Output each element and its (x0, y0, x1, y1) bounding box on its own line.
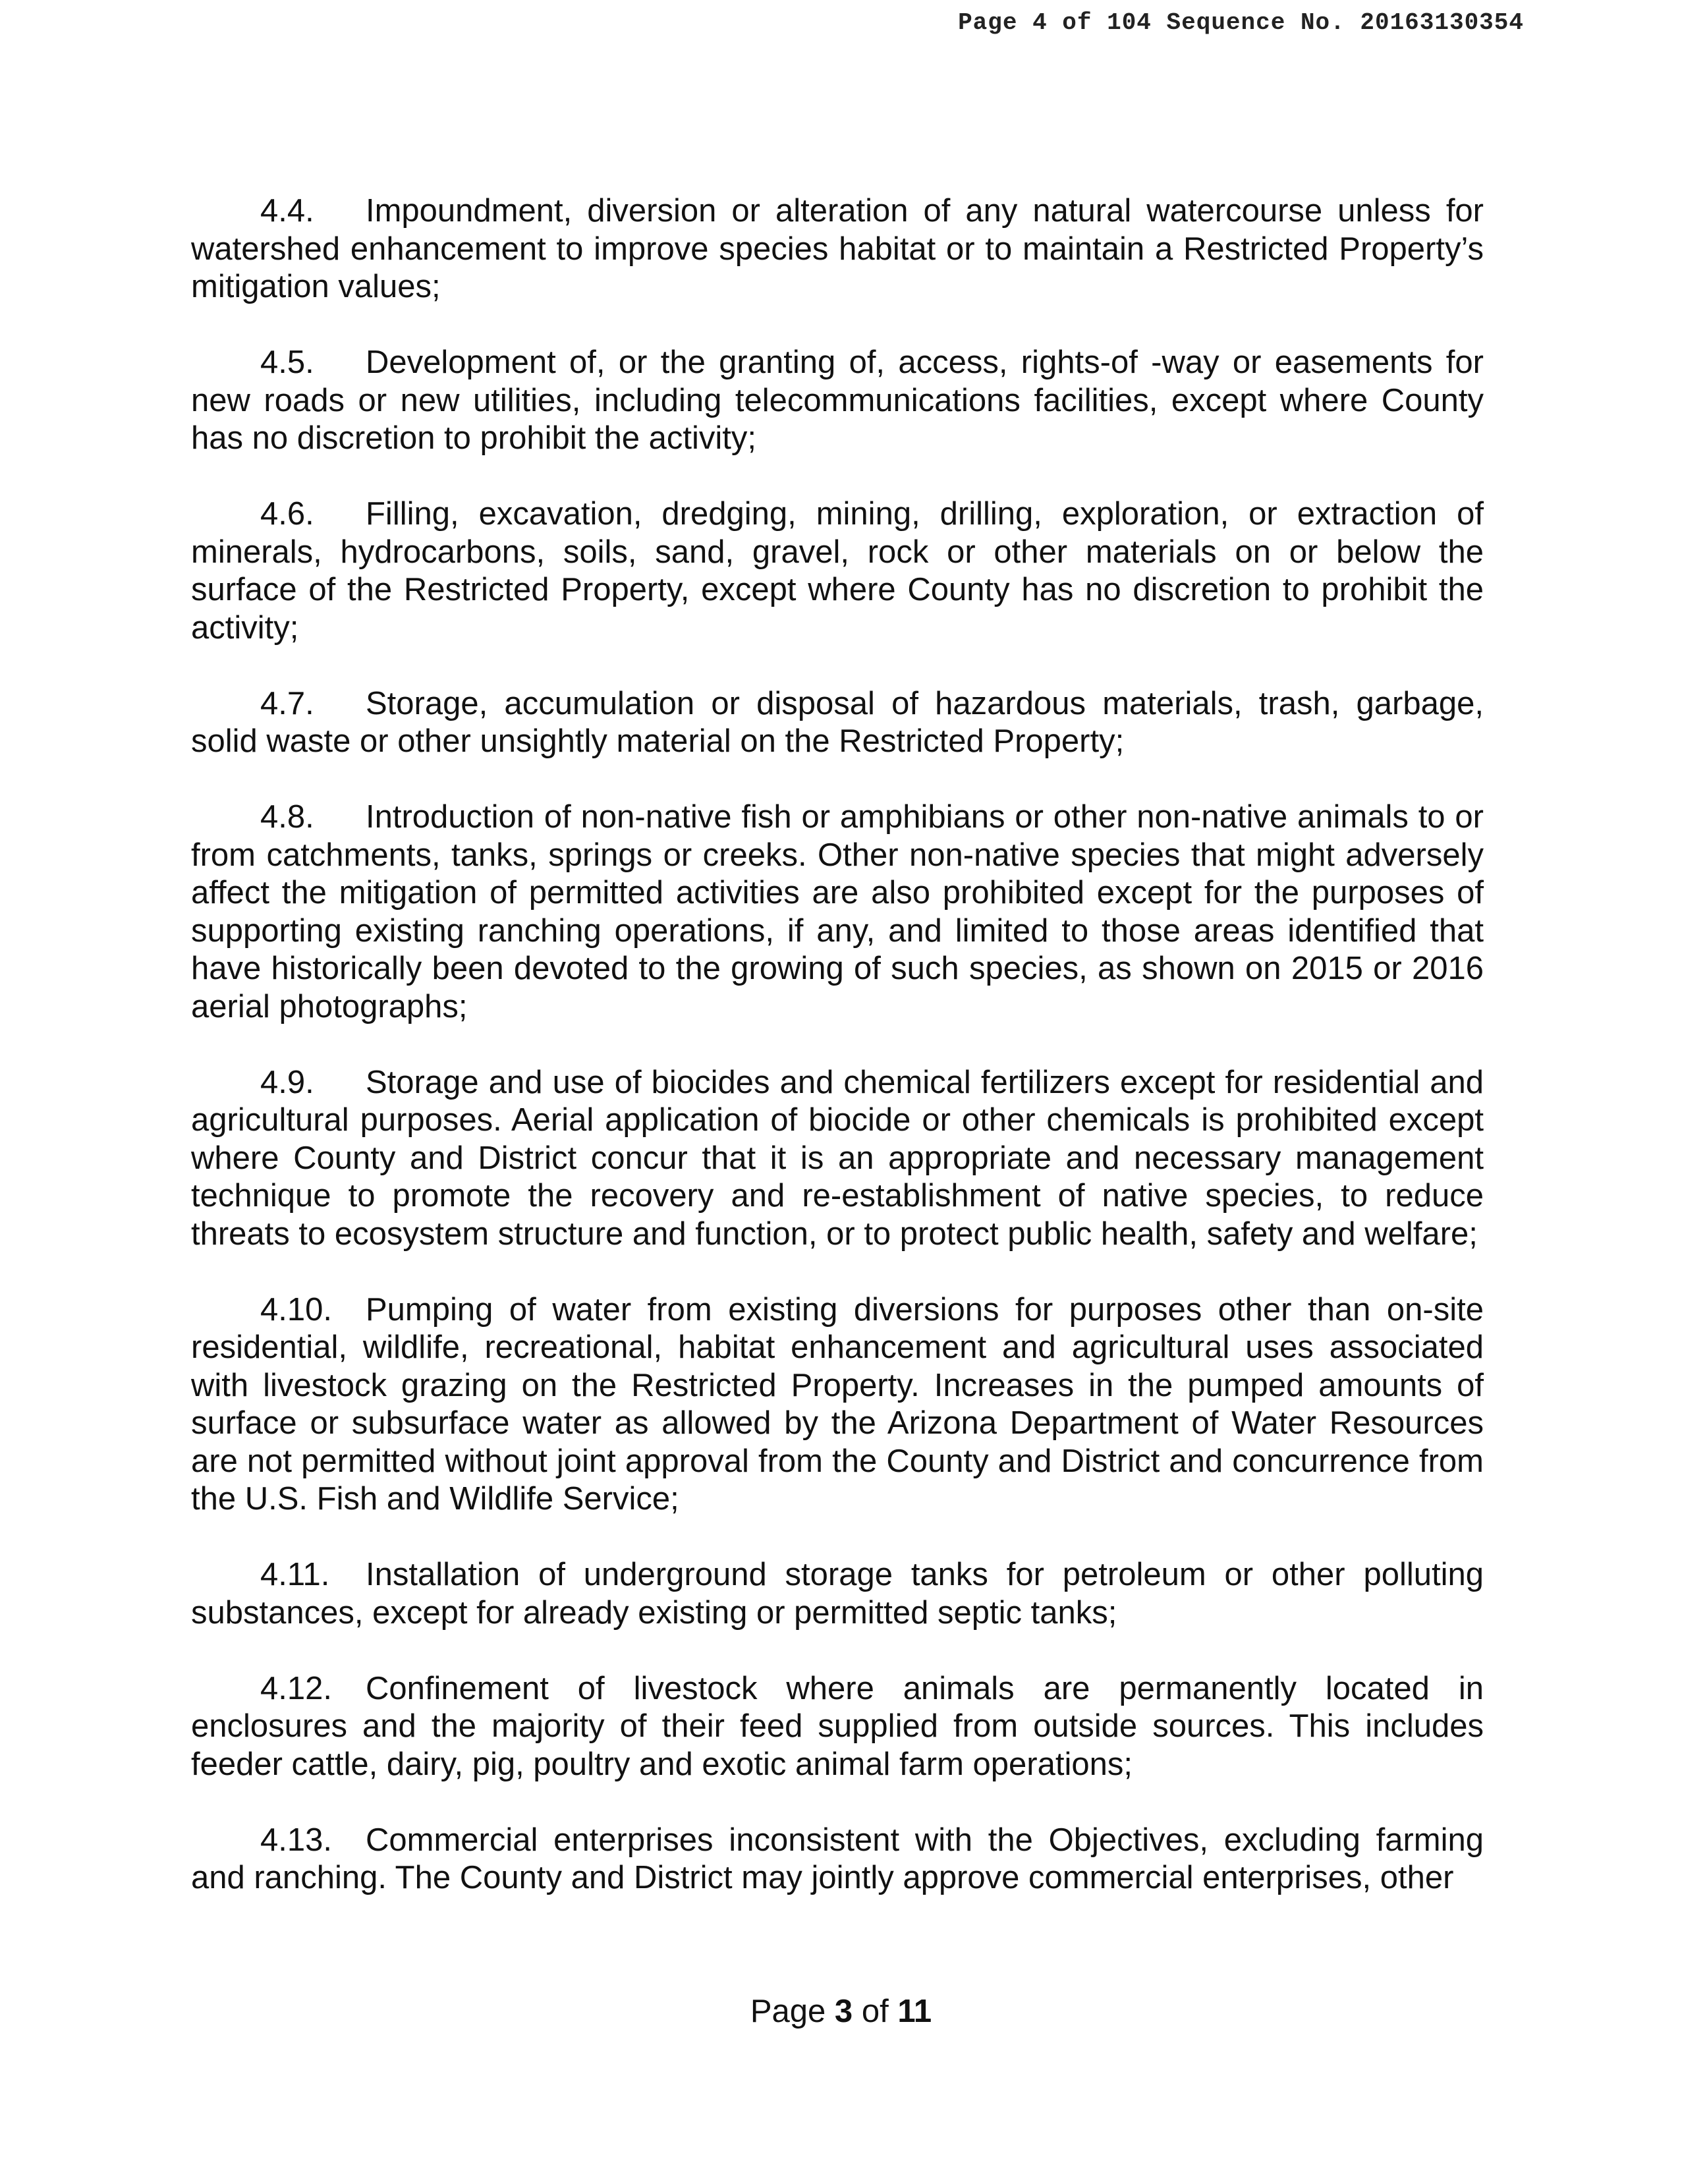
footer-prefix: Page (750, 1994, 826, 2029)
page-footer (0, 1993, 1682, 2030)
paragraph-text: Introduction of non-native fish or amphibians or other non-native animals to or from catchments, tanks, springs or creeks. Other non-native species that might adversely affect the mitigation of permitted activities are also prohibited except for the purposes of supporting existing ranching operations, if any, and limited to those areas identified that have historically been devoted to the growing of such species, as shown on 2015 or 2016 aerial photographs; (191, 799, 1484, 1024)
sequence-header: Page 4 of 104 Sequence No. 20163130354 (958, 9, 1524, 36)
paragraph-number: 4.7. (260, 685, 314, 721)
paragraph-number: 4.6. (260, 496, 314, 532)
paragraph-4-10 (191, 1291, 1484, 1519)
footer-current-page: 3 (834, 1994, 853, 2029)
paragraph-4-6 (191, 495, 1484, 647)
paragraph-4-11 (191, 1556, 1484, 1632)
paragraph-text: Storage and use of biocides and chemical fertilizers except for residential and agricultural purposes. Aerial application of biocide or other chemicals is prohibited except where County and District concur that it is an appropriate and necessary management technique to promote the recovery and re-establishment of native species, to reduce threats to ecosystem structure and function, or to protect public health, safety and welfare; (191, 1064, 1484, 1252)
paragraph-4-13 (191, 1822, 1484, 1897)
paragraph-text: Development of, or the granting of, access, rights-of -way or easements for new roads or new utilities, including telecommunications facilities, except where County has no discretion to prohibit the activity; (191, 345, 1484, 456)
paragraph-number: 4.10. (260, 1291, 332, 1328)
paragraph-number: 4.5. (260, 345, 314, 380)
footer-separator: of (861, 1994, 889, 2029)
paragraph-text: Storage, accumulation or disposal of hazardous materials, trash, garbage, solid waste or other unsightly material on the Restricted Property; (191, 685, 1484, 759)
paragraph-4-9 (191, 1064, 1484, 1254)
paragraph-text: Installation of underground storage tanks for petroleum or other polluting substances, except for already existing or permitted septic tanks; (191, 1557, 1484, 1631)
paragraph-text: Pumping of water from existing diversions for purposes other than on-site residential, wildlife, recreational, habitat enhancement and agricultural uses associated with livestock grazing on the Restricted Property. Increases in the pumped amounts of surface or subsurface water as allowed by the Arizona Department of Water Resources are not permitted without joint approval from the County and District and concurrence from the U.S. Fish and Wildlife Service; (191, 1291, 1484, 1517)
paragraph-number: 4.8. (260, 799, 314, 835)
paragraph-4-7 (191, 685, 1484, 761)
paragraph-text: Confinement of livestock where animals are permanently located in enclosures and the majority of their feed supplied from outside sources. This includes feeder cattle, dairy, pig, poultry and exotic animal farm operations; (191, 1670, 1484, 1782)
paragraph-number: 4.11. (260, 1557, 330, 1592)
paragraph-text: Commercial enterprises inconsistent with the Objectives, excluding farming and ranching. The County and District may jointly approve commercial enterprises, other (191, 1822, 1484, 1895)
paragraph-4-4 (191, 192, 1484, 306)
paragraph-number: 4.4. (260, 193, 314, 229)
paragraph-number: 4.12. (260, 1670, 332, 1706)
footer-total-pages: 11 (897, 1994, 932, 2029)
paragraph-number: 4.13. (260, 1822, 332, 1858)
paragraph-text: Filling, excavation, dredging, mining, drilling, exploration, or extraction of minerals, hydrocarbons, soils, sand, gravel, rock or other materials on or below the surface of the Restricted Property, except where County has no discretion to prohibit the activity; (191, 496, 1484, 646)
paragraph-4-12 (191, 1670, 1484, 1784)
paragraph-4-5 (191, 344, 1484, 458)
document-body (191, 192, 1484, 1935)
paragraph-number: 4.9. (260, 1064, 314, 1100)
paragraph-text: Impoundment, diversion or alteration of any natural watercourse unless for watershed enhancement to improve species habitat or to maintain a Restricted Property’s mitigation values; (191, 193, 1484, 304)
paragraph-4-8 (191, 798, 1484, 1026)
